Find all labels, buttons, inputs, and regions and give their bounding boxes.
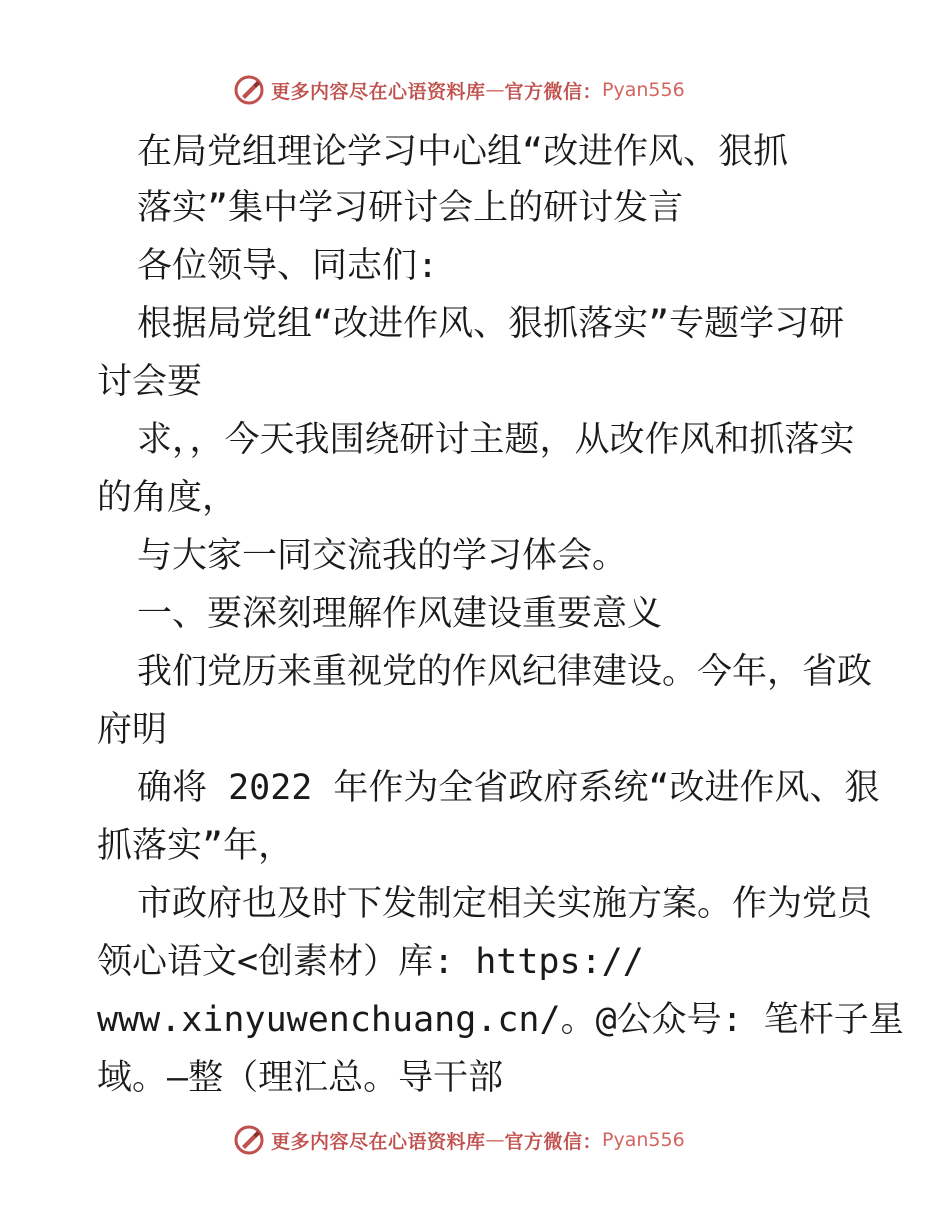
header-wechat-label: 官方微信： [504, 80, 603, 103]
paragraph-line: www.xinyuwenchuang.cn/。@公众号: 笔杆子星 [97, 1000, 904, 1040]
footer-dash: — [485, 1129, 505, 1151]
paragraph-line: 与大家一同交流我的学习体会。 [137, 536, 628, 576]
footer-promo-text: 更多内容尽在心语资料库 [271, 1130, 486, 1153]
paragraph-line: 讨会要 [97, 362, 203, 402]
paragraph-line: 领心语文<创素材）库: https:// [97, 942, 644, 982]
header-wechat-id: Pyan556 [602, 79, 685, 101]
salutation: 各位领导、同志们: [137, 246, 439, 286]
footer-wechat-label: 官方微信： [504, 1130, 603, 1153]
paragraph-line: 我们党历来重视党的作风纪律建设。今年，省政 [137, 652, 873, 692]
header-banner [233, 70, 685, 110]
paragraph-line: 市政府也及时下发制定相关实施方案。作为党员 [137, 884, 873, 924]
pen-logo-icon [233, 1124, 265, 1156]
title-line-2: 落实”集中学习研讨会上的研讨发言 [137, 188, 684, 228]
paragraph-line: 根据局党组“改进作风、狠抓落实”专题学习研 [137, 304, 845, 344]
footer-wechat-id: Pyan556 [602, 1129, 685, 1151]
paragraph-line: 域。—整（理汇总。导干部 [97, 1058, 504, 1098]
paragraph-line: 抓落实”年， [97, 826, 294, 866]
paragraph-line: 求，，今天我围绕研讨主题，从改作风和抓落实 [137, 420, 855, 460]
paragraph-line: 的角度， [97, 478, 238, 518]
header-promo-text: 更多内容尽在心语资料库 [271, 80, 486, 103]
paragraph-line: 确将 2022 年作为全省政府系统“改进作风、狠 [137, 768, 880, 808]
footer-banner [233, 1120, 685, 1160]
header-dash: — [485, 79, 505, 101]
title-line-1: 在局党组理论学习中心组“改进作风、狠抓 [137, 132, 789, 172]
paragraph-line: 府明 [97, 710, 168, 750]
section-heading: 一、要深刻理解作风建设重要意义 [137, 594, 663, 634]
pen-logo-icon [233, 74, 265, 106]
